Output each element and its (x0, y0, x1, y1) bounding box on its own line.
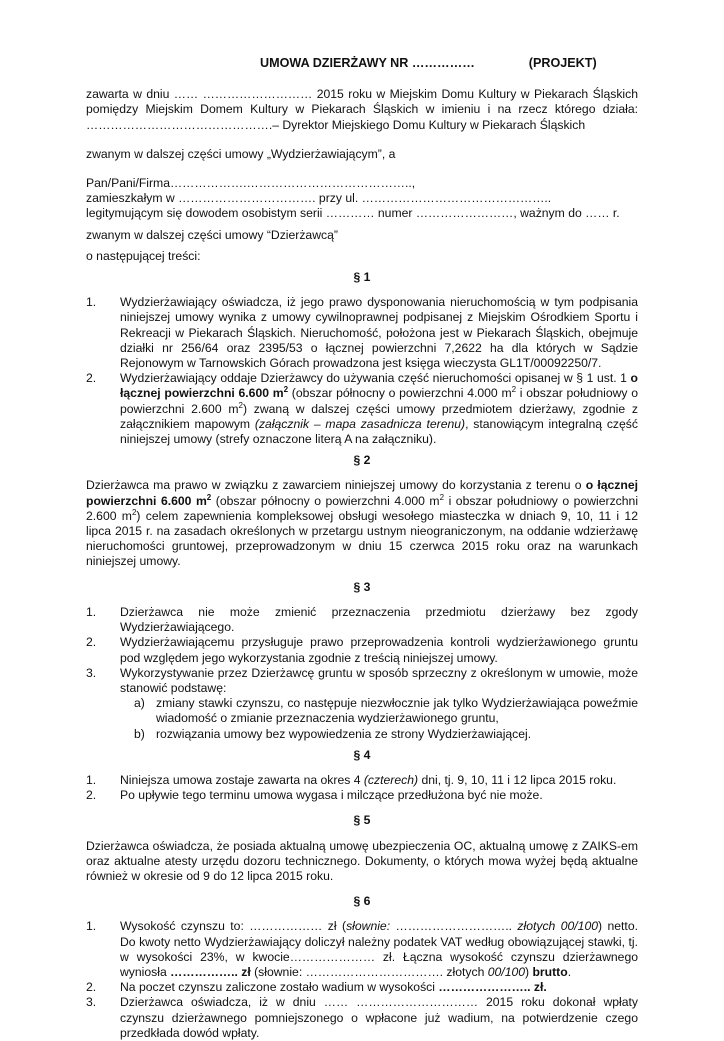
intro-content-line: o następującej treści: (86, 248, 201, 263)
title-projekt: (PROJEKT) (528, 56, 597, 70)
list-item: a) zmiany stawki czynszu, co następuje niezwłocznie jak tylko Wydzierżawiająca poweźmie wiadomość o zmianie przeznaczenia wydzierżawionego gruntu, (134, 696, 638, 726)
list-item: 1. Niniejsza umowa zostaje zawarta na okres 4 (czterech) dni, tj. 9, 10, 11 i 12 lipca 2015 roku. (86, 772, 617, 787)
list-item: 2. Wydzierżawiający oddaje Dzierżawcy do używania część nieruchomości opisanej w § 1 ust. 1 o łącznej powierzchni 6.600 $m^2$ (obszar północny o powierzchni 4.000 $m^2$ i obszar południowy o powierzchni 2.600 $m^2$) zwaną w dalszej części umowy przedmiotem dzierżawy, zgodnie z załącznikiem mapowym (załącznik – mapa zasadnicza terenu), stanowiącym integralną część niniejszej umowy (strefy oznaczone literą A na załączniku). (86, 371, 639, 447)
item-text: Wydzierżawiający oświadcza, iż jego prawo dysponowania nieruchomością w tym podpisania niniejszej umowy wynika z umowy cywilnoprawnej podpisanej z Miejskim Ośrodkiem Sportu i Rekreacji w Piekarach Śląskich. Nieruchomość, położona jest w Piekarach Śląskich, obejmuje działki nr 256/64 oraz 2395/53 o łącznej powierzchni 7,2622 ha dla których w Sądzie Rejonowym w Tarnowskich Górach prowadzona jest księga wieczysta GL1T/00092250/7. (120, 295, 638, 371)
party-id-line: legitymującym się dowodem osobistym serii ………… numer ……………………, ważnym do …… r. (86, 206, 620, 221)
section-4-list (86, 773, 638, 803)
section-1-heading: § 1 (353, 270, 371, 285)
section-5-heading: § 5 (353, 813, 371, 828)
list-item: 1. Wysokość czynszu to: ……………… zł (słownie: ……………………….. złotych 00/100) netto. Do kwoty netto Wydzierżawiający doliczył należny podatek VAT według obowiązującej stawki, tj. w wysokości 23%, w kwocie………………… zł. Łączna wysokość czynszu dzierżawnego wyniosła …………….. zł (słownie: ……………………………. złotych 00/100) brutto. (86, 919, 638, 979)
item-number: 1. (86, 295, 97, 310)
section-5-paragraph: Dzierżawca oświadcza, że posiada aktualną umowę ubezpieczenia OC, aktualną umowę z ZAIKS-em oraz aktualne atesty urzędu dozoru technicznego. Dokumenty, o których mowa wyżej będą aktualne również w okresie od 9 do 12 lipca 2015 roku. (86, 838, 638, 883)
section-3-sublist (86, 696, 638, 742)
list-item: 2. Wydzierżawiającemu przysługuje prawo przeprowadzenia kontroli wydzierżawionego gruntu pod względem jego wykorzystania zgodnie z treścią niniejszej umowy. (86, 635, 638, 665)
document-title (86, 56, 638, 71)
party-address-line: zamieszkałym w ……………………………. przy ul. ……………………………………….. (86, 191, 552, 206)
list-item: 1. Dzierżawca nie może zmienić przeznaczenia przedmiotu dzierżawy bez zgody Wydzierżawiającego. (86, 604, 638, 635)
party-name-line: Pan/Pani/Firma……………….………………………………….., (86, 176, 416, 191)
title-main: UMOWA DZIERŻAWY NR …………… (260, 56, 475, 70)
intro-lessee-alias: zwanym w dalszej części umowy “Dzierżawcą” (86, 227, 338, 242)
item-text: Wydzierżawiający oddaje Dzierżawcy do używania część nieruchomości opisanej w § 1 ust. 1 (120, 371, 627, 386)
section-4-heading: § 4 (353, 747, 371, 762)
section-6-heading: § 6 (353, 894, 371, 909)
item-number: 2. (86, 371, 97, 386)
section-1-list (86, 295, 638, 447)
section-6-list (86, 919, 638, 1041)
list-item: 2. Po upływie tego terminu umowa wygasa i milczące przedłużona być nie może. (86, 788, 543, 803)
list-item (86, 295, 638, 371)
area-bold: o łącznej powierzchni 6.600 $m^2$ (120, 371, 638, 401)
section-2-heading: § 2 (353, 453, 371, 468)
intro-lessor-alias: zwanym w dalszej części umowy „Wydzierżawiającym”, a (86, 146, 396, 161)
list-item: 3. Wykorzystywanie przez Dzierżawcę gruntu w sposób sprzeczny z określonym w umowie, może stanowić podstawę: (86, 665, 638, 695)
list-item: 2. Na poczet czynszu zaliczone zostało wadium w wysokości ………………….. zł. (86, 980, 547, 995)
section-3-heading: § 3 (353, 579, 371, 594)
list-item: b) rozwiązania umowy bez wypowiedzenia ze strony Wydzierżawiającej. (134, 726, 532, 741)
intro-paragraph: zawarta w dniu …… ……………………… 2015 roku w Miejskim Domu Kultury w Piekarach Śląskich pomiędzy Miejskim Domem Kultury w Piekarach Śląskich w imieniu i na rzecz którego działa: ……………………………………….– Dyrektor Miejskiego Domu Kultury w Piekarach Śląskich (86, 87, 638, 132)
list-item: 3. Dzierżawca oświadcza, iż w dniu …… ………………………… 2015 roku dokonał wpłaty czynszu dzierżawnego pomniejszonego o wpłacone już wadium, na potwierdzenie czego przedkłada dowód wpłaty. (86, 995, 638, 1040)
annex-italic: (załącznik – mapa zasadnicza terenu) (254, 416, 466, 431)
section-2-paragraph: Dzierżawca ma prawo w związku z zawarciem niniejszej umowy do korzystania z terenu o o łącznej powierzchni 6.600 $m^2$ (obszar północny o powierzchni 4.000 $m^2$ i obszar południowy o powierzchni 2.600 $m^2$) celem zapewnienia kompleksowej obsługi wesołego miasteczka w dniach 9, 10, 11 i 12 lipca 2015 r. na zasadach określonych w przetargu ustnym nieograniczonym, na oddanie wdzierżawę nieruchomości gruntowej, przeprowadzonym w dniu 15 czerwca 2015 roku oraz na warunkach niniejszej umowy. (86, 478, 639, 569)
section-3-list (86, 605, 638, 696)
